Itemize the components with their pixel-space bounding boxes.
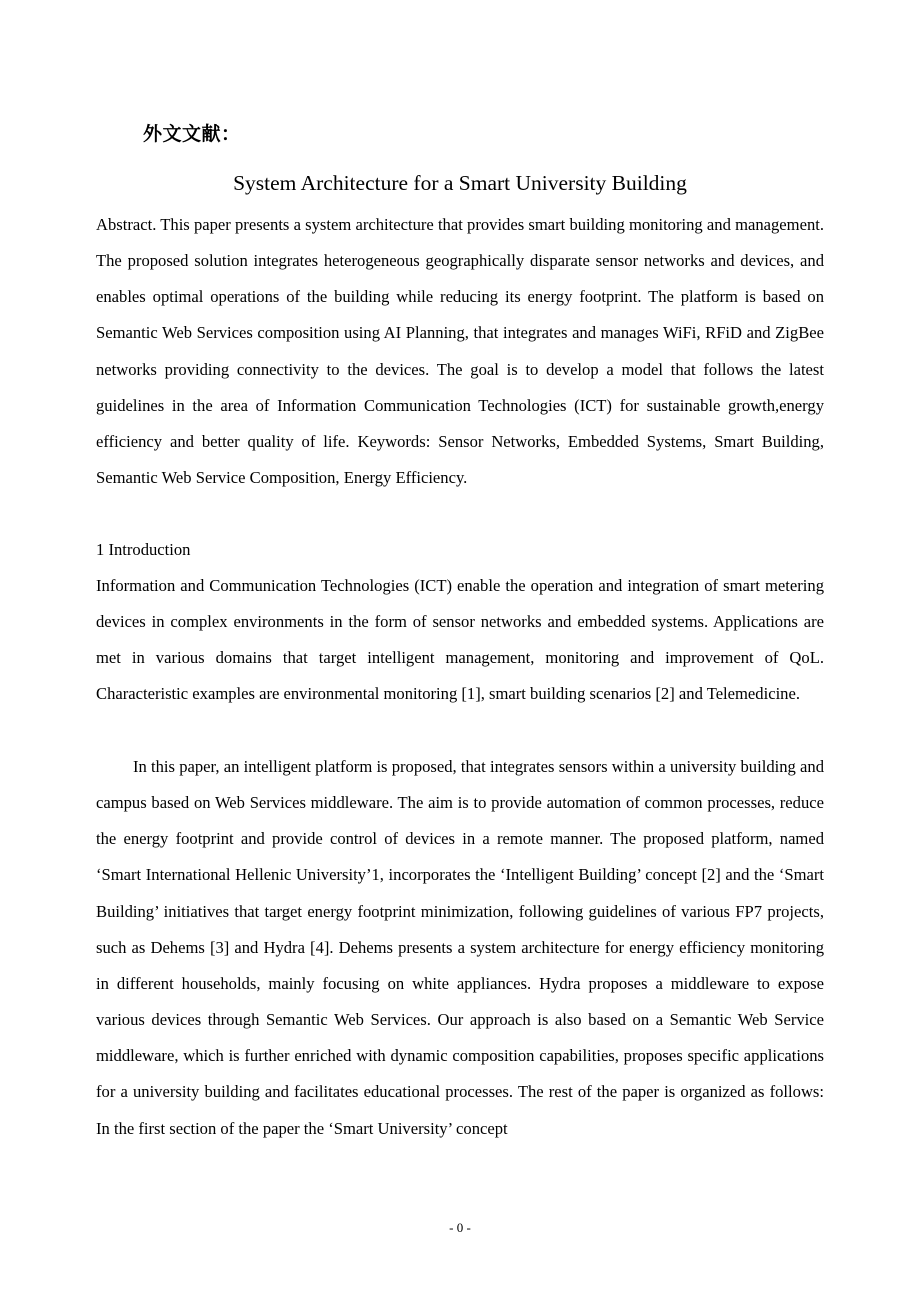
page-number: - 0 - <box>449 1220 471 1235</box>
introduction-paragraph-2: In this paper, an intelligent platform is proposed, that integrates sensors within a university building and campus based on Web Services middleware. The aim is to provide automation of common processes, reduce the energy footprint and provide control of devices in a remote manner. The proposed platform, named ‘Smart International Hellenic University’1, incorporates the ‘Intelligent Building’ concept [2] and the ‘Smart Building’ initiatives that target energy footprint minimization, following guidelines of various FP7 projects, such as Dehems [3] and Hydra [4]. Dehems presents a system architecture for energy efficiency monitoring in different households, mainly focusing on white appliances. Hydra proposes a middleware to expose various devices through Semantic Web Services. Our approach is also based on a Semantic Web Service middleware, which is further enriched with dynamic composition capabilities, proposes specific applications for a university building and facilitates educational processes. The rest of the paper is organized as follows: In the first section of the paper the ‘Smart University’ concept <box>96 757 824 1138</box>
abstract-paragraph: Abstract. This paper presents a system architecture that provides smart building monitoring and management. The proposed solution integrates heterogeneous geographically disparate sensor networks and devices, and enables optimal operations of the building while reducing its energy footprint. The platform is based on Semantic Web Services composition using AI Planning, that integrates and manages WiFi, RFiD and ZigBee networks providing connectivity to the devices. The goal is to develop a model that follows the latest guidelines in the area of Information Communication Technologies (ICT) for sustainable growth,energy efficiency and better quality of life. Keywords: Sensor Networks, Embedded Systems, Smart Building, Semantic Web Service Composition, Energy Efficiency. <box>96 215 824 488</box>
introduction-heading: 1 Introduction <box>96 540 191 559</box>
introduction-paragraph-1: Information and Communication Technologies (ICT) enable the operation and integration of smart metering devices in complex environments in the form of sensor networks and embedded systems. Applications are met in various domains that target intelligent management, monitoring and improvement of QoL. Characteristic examples are environmental monitoring [1], smart building scenarios [2] and Telemedicine. <box>96 576 824 704</box>
paper-title: System Architecture for a Smart University Building <box>233 171 687 195</box>
section-heading-foreign-literature: 外文文献： <box>143 123 241 145</box>
